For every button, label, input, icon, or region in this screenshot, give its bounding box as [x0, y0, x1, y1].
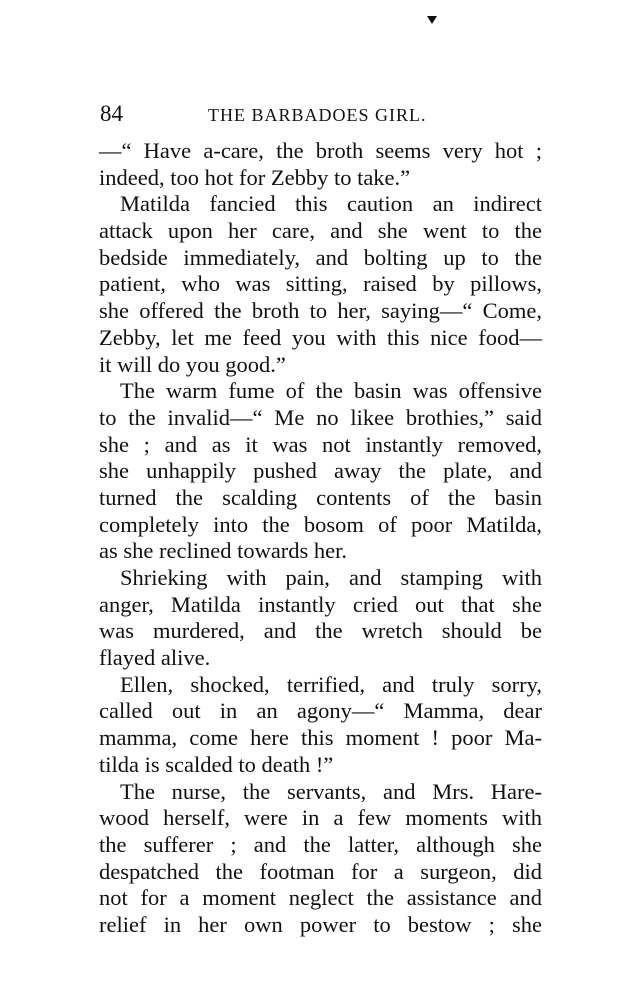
text-line: completely into the bosom of poor Matilda, — [99, 511, 542, 537]
text-line: called out in an agony—“ Mamma, dear — [99, 698, 542, 724]
text-line: attack upon her care, and she went to the — [99, 218, 542, 244]
text-line: the sufferer ; and the latter, although she — [99, 831, 542, 857]
text-line: The nurse, the servants, and Mrs. Hare- — [120, 778, 542, 804]
text-line: to the invalid—“ Me no likee brothies,” said — [99, 404, 542, 430]
text-line: not for a moment neglect the assistance and — [99, 885, 542, 911]
running-title: THE BARBADOES GIRL. — [208, 105, 427, 125]
text-line: indeed, too hot for Zebby to take.” — [99, 164, 411, 190]
text-line: flayed alive. — [99, 645, 211, 671]
text-line: Ellen, shocked, terrified, and truly sorry, — [120, 671, 542, 697]
text-line: she ; and as it was not instantly removed, — [99, 431, 542, 457]
text-line: was murdered, and the wretch should be — [99, 618, 542, 644]
text-line: anger, Matilda instantly cried out that she — [99, 591, 542, 617]
page-header — [100, 101, 540, 127]
text-line: Zebby, let me feed you with this nice food— — [99, 324, 542, 350]
text-line: turned the scalding contents of the basin — [99, 484, 542, 510]
printer-mark — [427, 16, 437, 24]
text-line: relief in her own power to bestow ; she — [99, 911, 542, 937]
text-line: she offered the broth to her, saying—“ Come, — [99, 298, 542, 324]
text-line: as she reclined towards her. — [99, 538, 348, 564]
text-line: Shrieking with pain, and stamping with — [120, 565, 542, 590]
text-line: despatched the footman for a surgeon, did — [99, 858, 542, 884]
text-line: mamma, come here this moment ! poor Ma- — [99, 725, 542, 751]
text-line: The warm fume of the basin was offensive — [120, 378, 542, 404]
text-line: patient, who was sitting, raised by pillows, — [99, 271, 542, 297]
text-line: wood herself, were in a few moments with — [99, 805, 542, 831]
text-line: bedside immediately, and bolting up to the — [99, 244, 542, 270]
text-line: she unhappily pushed away the plate, and — [99, 458, 542, 484]
text-line: tilda is scalded to death !” — [99, 751, 334, 777]
text-line: it will do you good.” — [99, 351, 286, 377]
text-line: —“ Have a-care, the broth seems very hot ; — [99, 138, 542, 163]
page-number: 84 — [100, 101, 123, 126]
text-line: Matilda fancied this caution an indirect — [120, 191, 542, 217]
page-body — [99, 138, 542, 939]
